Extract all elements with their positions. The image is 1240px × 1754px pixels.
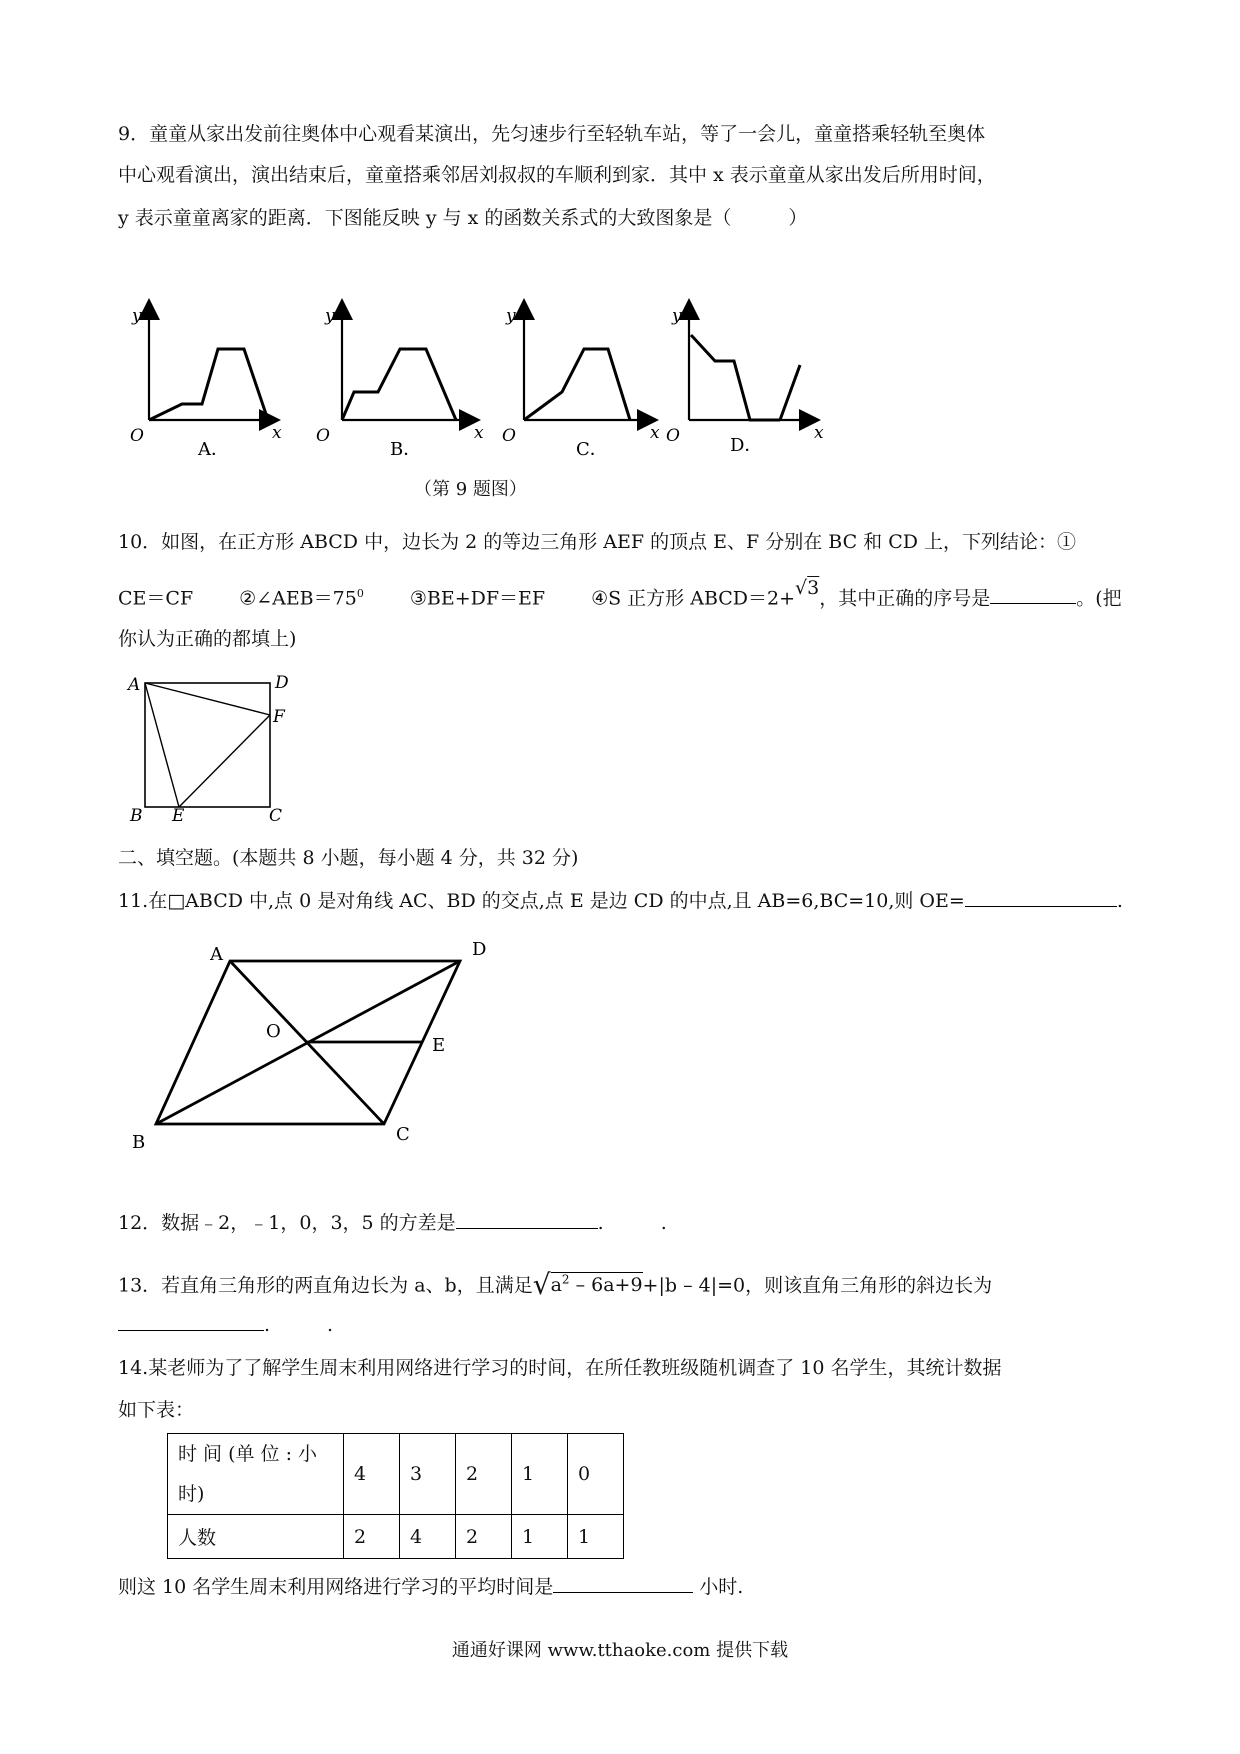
q13-radicand: $a^2 - 6a+9$ [550, 1273, 643, 1297]
q10-opt2-sup: 0 [356, 587, 364, 600]
q11-line [118, 888, 1123, 913]
q10-line3: 你认为正确的都填上) [118, 628, 297, 650]
q10-line1: 10．如图，在正方形 ABCD 中，边长为 2 的等边三角形 AEF 的顶点 E、F 分别在 BC 和 CD 上，下列结论：① [118, 531, 1076, 553]
graph-b-origin: O [316, 426, 330, 446]
q14-line2: 如下表： [118, 1399, 195, 1421]
q13-radical-sign: √ [532, 1268, 551, 1302]
q13-line2-end: . . [264, 1314, 334, 1336]
q13-line2 [118, 1312, 333, 1337]
q9-graphs [110, 295, 890, 470]
graph-a-label: A． [198, 439, 229, 460]
graph-d-x-label: x [814, 423, 824, 443]
q10-opt2: ②∠AEB＝75 [239, 587, 357, 610]
graph-d-y-label: y [672, 306, 682, 326]
graph-a-y-label: y [132, 306, 142, 326]
q10-label-b: B [130, 806, 143, 822]
q13-pre: 13．若直角三角形的两直角边长为 a、b，且满足 [118, 1274, 533, 1297]
graph-c-y-label: y [506, 306, 516, 326]
graph-c-x-label: x [650, 423, 660, 443]
q13-post: ，则该直角三角形的斜边长为 [745, 1274, 993, 1297]
q10-radical: √3 [795, 577, 820, 600]
q11-parallelogram-figure [120, 935, 510, 1150]
q10-opt1: CE＝CF [118, 587, 194, 610]
table-cell: 1 [512, 1515, 568, 1559]
q11-label-e: E [432, 1035, 446, 1056]
table-cell: 3 [400, 1434, 456, 1515]
q9-caption: （第 9 题图） [414, 479, 527, 500]
table-cell: 2 [456, 1434, 512, 1515]
q10-tail-end: 。(把 [1076, 587, 1122, 610]
q11-label-a: A [210, 944, 223, 965]
q10-opt4: ④S 正方形 ABCD＝2+ [591, 587, 796, 610]
table-cell: 1 [568, 1515, 624, 1559]
table-cell: 1 [512, 1434, 568, 1515]
q11-label-d: D [472, 939, 487, 960]
table-head-time: 时 间 (单 位 : 小 时) [168, 1434, 344, 1515]
q14-line3-end: 小时. [693, 1576, 744, 1598]
graph-d-label: D． [730, 435, 763, 456]
page-footer: 通通好课网 www.tthaoke.com 提供下载 [451, 1640, 789, 1661]
q11-end: . [1116, 890, 1123, 912]
q12-answer-blank[interactable] [456, 1210, 598, 1229]
q13-abs: +|b – 4|=0 [642, 1274, 746, 1297]
graph-c [502, 306, 660, 460]
q12-text: 12．数据﹣2，﹣1，0，3，5 的方差是 [118, 1212, 456, 1234]
q10-tail: ，其中正确的序号是 [819, 587, 991, 610]
q13-line1 [118, 1268, 993, 1302]
q14-answer-blank[interactable] [553, 1574, 693, 1593]
q10-square-figure [125, 672, 295, 822]
q9-line3: y 表示童童离家的距离．下图能反映 y 与 x 的函数关系式的大致图象是（ ） [118, 207, 808, 229]
graph-a-origin: O [130, 426, 144, 446]
q9-line2: 中心观看演出，演出结束后，童童搭乘邻居刘叔叔的车顺利到家．其中 x 表示童童从家出发后所用时间， [118, 164, 996, 186]
q10-answer-blank[interactable] [990, 585, 1076, 604]
table-cell: 2 [456, 1515, 512, 1559]
graph-b-y-label: y [325, 306, 335, 326]
q10-label-e: E [172, 806, 185, 822]
table-cell: 2 [344, 1515, 400, 1559]
q10-opt3: ③BE+DF＝EF [409, 587, 546, 610]
q11-label-c: C [396, 1124, 410, 1145]
q10-label-a: A [128, 675, 141, 695]
graph-b-label: B． [390, 439, 422, 460]
q11-label-b: B [132, 1132, 146, 1150]
graph-d [666, 306, 824, 456]
q10-label-d: D [275, 673, 289, 693]
table-cell: 4 [344, 1434, 400, 1515]
q12-end: . . [597, 1212, 667, 1234]
table-head-count: 人数 [168, 1515, 344, 1559]
section2-heading: 二、填空题。(本题共 8 小题，每小题 4 分，共 32 分) [118, 847, 579, 869]
q10-label-f: F [273, 707, 285, 727]
graph-c-origin: O [502, 426, 516, 446]
graph-d-origin: O [666, 426, 680, 446]
q10-line2 [118, 577, 1122, 610]
q9-line1: 9．童童从家出发前往奥体中心观看某演出，先匀速步行至轻轨车站，等了一会儿，童童搭乘轻轨至奥体 [118, 123, 986, 145]
graph-a [130, 306, 282, 460]
graph-a-x-label: x [272, 423, 282, 443]
q14-line3-text: 则这 10 名学生周末利用网络进行学习的平均时间是 [118, 1576, 554, 1598]
table-cell: 0 [568, 1434, 624, 1515]
q11-text: 11.在□ABCD 中,点 0 是对角线 AC、BD 的交点,点 E 是边 CD 的中点,且 AB=6,BC=10,则 OE= [118, 890, 965, 912]
q14-line1: 14.某老师为了了解学生周末利用网络进行学习的时间，在所任教班级随机调查了 10 名学生，其统计数据 [118, 1357, 1002, 1379]
graph-b-x-label: x [474, 423, 484, 443]
table-cell: 4 [400, 1515, 456, 1559]
q14-stats-table [167, 1433, 624, 1559]
q14-line3 [118, 1574, 743, 1599]
graph-b [316, 306, 484, 460]
q10-label-c: C [269, 806, 283, 822]
table-row [168, 1515, 624, 1559]
q12-line [118, 1210, 667, 1235]
q11-label-o: O [266, 1021, 281, 1042]
q13-answer-blank[interactable] [118, 1312, 264, 1331]
table-row [168, 1434, 624, 1515]
q11-answer-blank[interactable] [965, 888, 1117, 907]
graph-c-label: C． [576, 439, 608, 460]
